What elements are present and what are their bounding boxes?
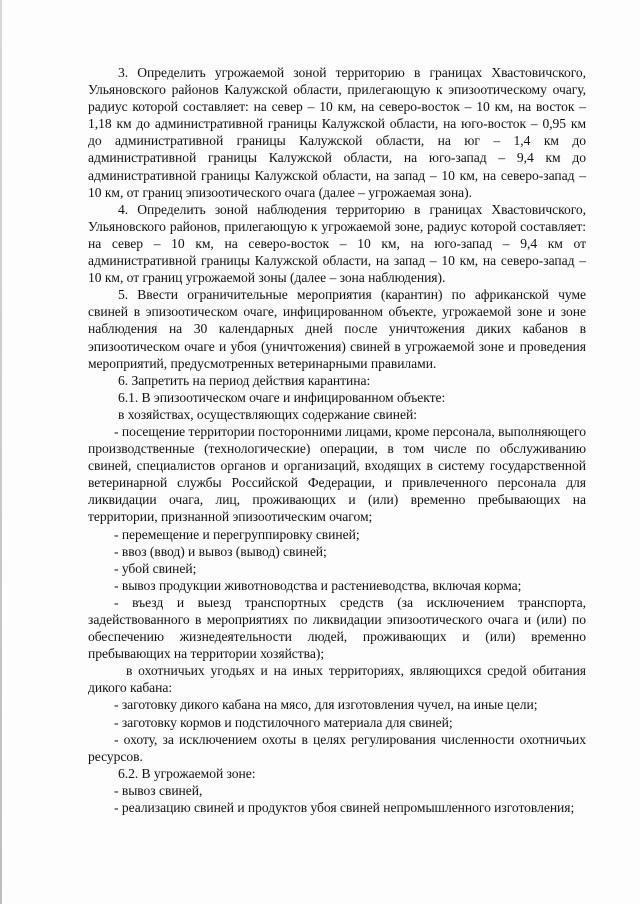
paragraph-hunting-grounds: в охотничьих угодьях и на иных территориях, являющихся средой обитания дикого кабана: xyxy=(88,663,586,696)
list-item-import-export: - ввоз (ввод) и вывоз (вывод) свиней; xyxy=(114,543,327,559)
paragraph-6-1-heading: 6.1. В эпизоотическом очаге и инфицированном объекте: xyxy=(118,389,446,405)
list-item-visits: - посещение территории посторонними лицами, кроме персонала, выполняющего производственные (технологические) операции, в том числе по обслуживанию свиней, специалистов органов и организаций, входящих в систему государственной ветеринарной службы Российской Федерации, и привлеченного персонала для ликвидации очага, лиц, проживающих и (или) временно пребывающих на территории, признанной эпизоотическим очагом; xyxy=(88,423,586,525)
list-item-sale: - реализацию свиней и продуктов убоя свиней непромышленного изготовления; xyxy=(114,800,575,816)
paragraph-observation-zone: 4. Определить зоной наблюдения территорию в границах Хвастовичского, Ульяновского районов, прилегающую к угрожаемой зоне, радиус которой составляет: на север – 10 км, на северо-восток – 10 км, на юго-запад – 9,4 км от административной границы Калужской области, на запад – 10 км, на северо-запад – 10 км, от границ угрожаемой зоны (далее – зона наблюдения). xyxy=(88,201,586,286)
list-item-pig-export: - вывоз свиней, xyxy=(114,782,203,798)
paragraph-farms-heading: в хозяйствах, осуществляющих содержание свиней: xyxy=(118,406,417,422)
paragraph-prohibitions-heading: 6. Запретить на период действия карантина: xyxy=(118,372,371,388)
paragraph-6-2-heading: 6.2. В угрожаемой зоне: xyxy=(118,765,256,781)
list-item-hunting: - охоту, за исключением охоты в целях регулирования численности охотничьих ресурсов. xyxy=(88,731,586,764)
list-item-slaughter: - убой свиней; xyxy=(114,560,197,576)
list-item-regrouping: - перемещение и перегруппировку свиней; xyxy=(114,526,360,542)
list-item-produce-export: - вывоз продукции животноводства и растениеводства, включая корма; xyxy=(114,577,522,593)
list-item-feed: - заготовку кормов и подстилочного материала для свиней; xyxy=(114,714,453,730)
paragraph-quarantine: 5. Ввести ограничительные мероприятия (карантин) по африканской чуме свиней в эпизоотическом очаге, инфицированном объекте, угрожаемой зоне и зоне наблюдения на 30 календарных дней после уничтожения диких кабанов в эпизоотическом очаге и убоя (уничтожения) свиней в угрожаемой зоне и проведения мероприятий, предусмотренных ветеринарными правилами. xyxy=(88,287,586,371)
list-item-vehicles: - въезд и выезд транспортных средств (за исключением транспорта, задействованного в мероприятиях по ликвидации эпизоотического очага и (или) по обеспечению жизнедеятельности людей, проживающих и (или) временно пребывающих на территории хозяйства); xyxy=(88,594,586,662)
scan-edge xyxy=(0,0,2,904)
list-item-wild-boar: - заготовку дикого кабана на мясо, для изготовления чучел, на иные цели; xyxy=(114,697,538,713)
paragraph-threatened-zone: 3. Определить угрожаемой зоной территорию в границах Хвастовичского, Ульяновского районов Калужской области, прилегающую к эпизоотическому очагу, радиус которой составляет: на север – 10 км, на северо-восток – 10 км, на восток – 1,18 км до административной границы Калужской области, на юго-восток – 0,95 км до административной границы Калужской области, на юг – 1,4 км до административной границы Калужской области, на юго-запад – 9,4 км до административной границы Калужской области, на запад – 10 км, на северо-запад – 10 км, от границ эпизоотического очага (далее – угрожаемая зона). xyxy=(88,65,586,200)
